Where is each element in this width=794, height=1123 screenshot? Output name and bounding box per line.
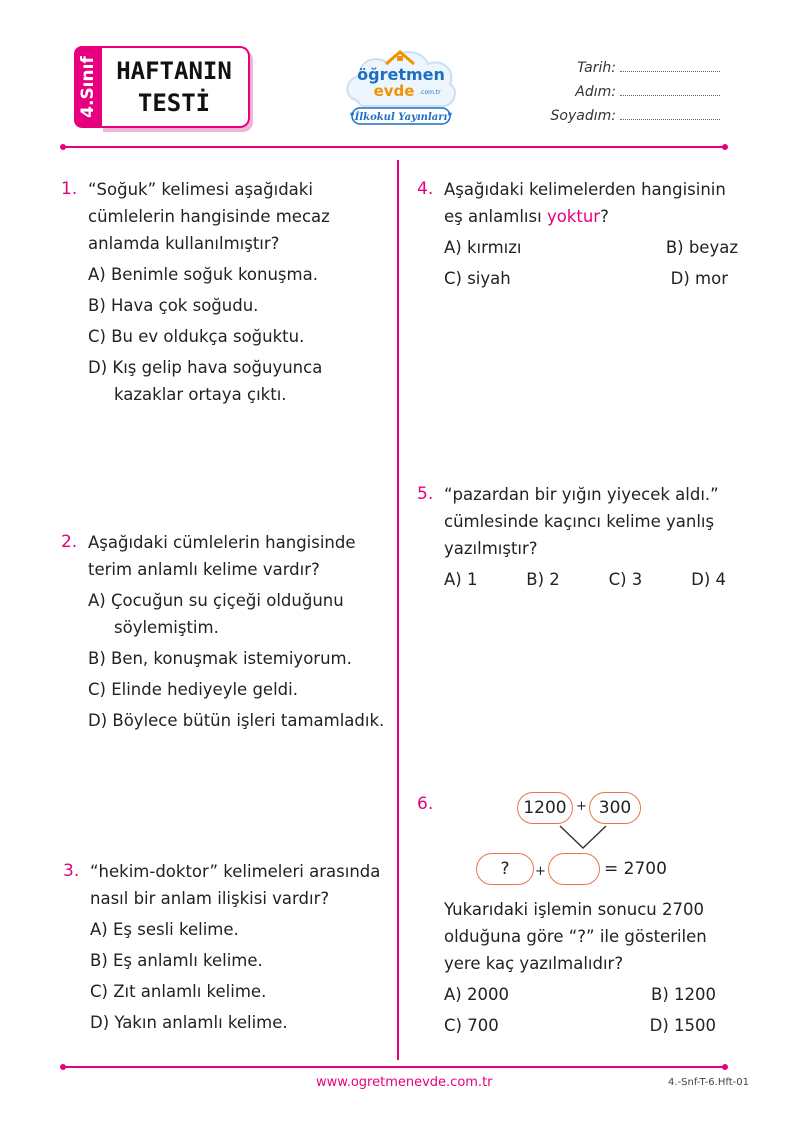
question-6-option-b[interactable]: B) 1200 <box>651 985 716 1004</box>
question-1-option-b[interactable]: B) Hava çok soğudu. <box>88 296 259 315</box>
question-4 <box>417 176 738 292</box>
question-3-stem: “hekim-doktor” kelimeleri arasında nasıl bir anlam ilişkisi vardır? <box>90 862 381 908</box>
bottom-plus-sign: + <box>535 864 546 879</box>
question-2-option-a[interactable]: A) Çocuğun su çiçeği olduğunu söylemiştim. <box>88 591 344 637</box>
question-6-number: 6. <box>417 794 434 814</box>
addend-300: 300 <box>598 798 632 818</box>
unknown-bubble[interactable] <box>476 853 534 885</box>
publisher-logo <box>342 44 460 130</box>
blank-bubble[interactable] <box>548 853 600 885</box>
question-3-option-c[interactable]: C) Zıt anlamlı kelime. <box>90 982 267 1001</box>
question-4-stem-text: Aşağıdaki kelimelerden hangisinin eş anlamlısı <box>444 180 726 226</box>
test-title-line2: TESTİ <box>137 89 211 117</box>
question-4-stem-end: ? <box>600 207 609 226</box>
question-6-option-a[interactable]: A) 2000 <box>444 985 509 1004</box>
question-4-stem-highlight: yoktur <box>546 207 601 226</box>
question-4-option-b[interactable]: B) beyaz <box>665 238 738 257</box>
question-5-option-c[interactable]: C) 3 <box>608 570 643 589</box>
question-4-option-a[interactable]: A) kırmızı <box>444 238 522 257</box>
question-1-option-a[interactable]: A) Benimle soğuk konuşma. <box>88 265 318 284</box>
column-divider <box>397 160 399 1060</box>
equals-result: = 2700 <box>604 859 667 879</box>
question-1-stem: “Soğuk” kelimesi aşağıdaki cümlelerin hangisinde mecaz anlamda kullanılmıştır? <box>88 180 330 253</box>
question-3 <box>63 858 382 1036</box>
question-4-option-d[interactable]: D) mor <box>670 269 728 288</box>
question-5-number: 5. <box>417 484 434 504</box>
question-4-number: 4. <box>417 179 434 199</box>
date-label: Tarih: <box>577 60 616 76</box>
question-3-option-b[interactable]: B) Eş anlamlı kelime. <box>90 951 263 970</box>
logo-bottom-text: evde <box>373 82 415 100</box>
addend-bubble-300 <box>589 792 641 824</box>
addend-1200: 1200 <box>523 798 567 818</box>
question-6-option-d[interactable]: D) 1500 <box>649 1016 716 1035</box>
addend-bubble-1200 <box>517 792 573 824</box>
question-1 <box>61 176 380 408</box>
question-4-stem <box>444 176 738 230</box>
footer-website-link[interactable]: www.ogretmenevde.com.tr <box>316 1075 493 1090</box>
logo-top-text: öğretmen <box>357 65 445 84</box>
test-title-line1: HAFTANIN <box>116 57 232 85</box>
question-2 <box>61 529 388 734</box>
date-field[interactable] <box>530 60 720 76</box>
logo-cloud-icon <box>342 44 460 130</box>
question-3-option-d[interactable]: D) Yakın anlamlı kelime. <box>90 1013 288 1032</box>
question-5-option-b[interactable]: B) 2 <box>526 570 560 589</box>
header-divider <box>62 146 726 148</box>
question-1-option-d[interactable]: D) Kış gelip hava soğuyunca kazaklar ortaya çıktı. <box>88 358 323 404</box>
question-2-option-b[interactable]: B) Ben, konuşmak istemiyorum. <box>88 649 352 668</box>
surname-dots <box>620 109 720 120</box>
question-5-option-a[interactable]: A) 1 <box>444 570 478 589</box>
surname-label: Soyadım: <box>550 108 616 124</box>
logo-domain-text: .com.tr <box>419 89 441 96</box>
question-4-option-c[interactable]: C) siyah <box>444 269 511 288</box>
surname-field[interactable] <box>530 108 720 124</box>
question-2-option-d[interactable]: D) Böylece bütün işleri tamamladık. <box>88 711 385 730</box>
question-2-stem: Aşağıdaki cümlelerin hangisinde terim anlamlı kelime vardır? <box>88 533 356 579</box>
top-plus-sign: + <box>576 799 587 814</box>
name-label: Adım: <box>575 84 616 100</box>
question-6-number-wrap <box>417 790 433 818</box>
name-dots <box>620 85 720 96</box>
question-6 <box>444 896 734 1039</box>
question-3-number: 3. <box>63 861 80 881</box>
question-5 <box>417 481 734 593</box>
unknown-mark: ? <box>500 859 510 879</box>
test-title-box <box>100 46 250 128</box>
grade-label: 4.Sınıf <box>78 56 98 118</box>
logo-tagline-text: "İlkokul Yayınları" <box>349 112 453 123</box>
footer-divider <box>62 1066 726 1068</box>
question-2-number: 2. <box>61 532 78 552</box>
question-5-option-d[interactable]: D) 4 <box>691 570 726 589</box>
footer-document-code: 4.-Snf-T-6.Hft-01 <box>668 1077 749 1088</box>
sum-connector-icon <box>558 824 608 850</box>
question-6-stem: Yukarıdaki işlemin sonucu 2700 olduğuna göre “?” ile gösterilen yere kaç yazılmalıdır? <box>444 900 707 973</box>
question-1-option-c[interactable]: C) Bu ev oldukça soğuktu. <box>88 327 305 346</box>
question-1-number: 1. <box>61 179 78 199</box>
question-6-option-c[interactable]: C) 700 <box>444 1016 499 1035</box>
question-2-option-c[interactable]: C) Elinde hediyeyle geldi. <box>88 680 298 699</box>
grade-label-tab <box>74 46 102 128</box>
question-5-stem: “pazardan bir yığın yiyecek aldı.” cümlesinde kaçıncı kelime yanlış yazılmıştır? <box>444 485 719 558</box>
question-3-option-a[interactable]: A) Eş sesli kelime. <box>90 920 239 939</box>
date-dots <box>620 61 720 72</box>
name-field[interactable] <box>530 84 720 100</box>
